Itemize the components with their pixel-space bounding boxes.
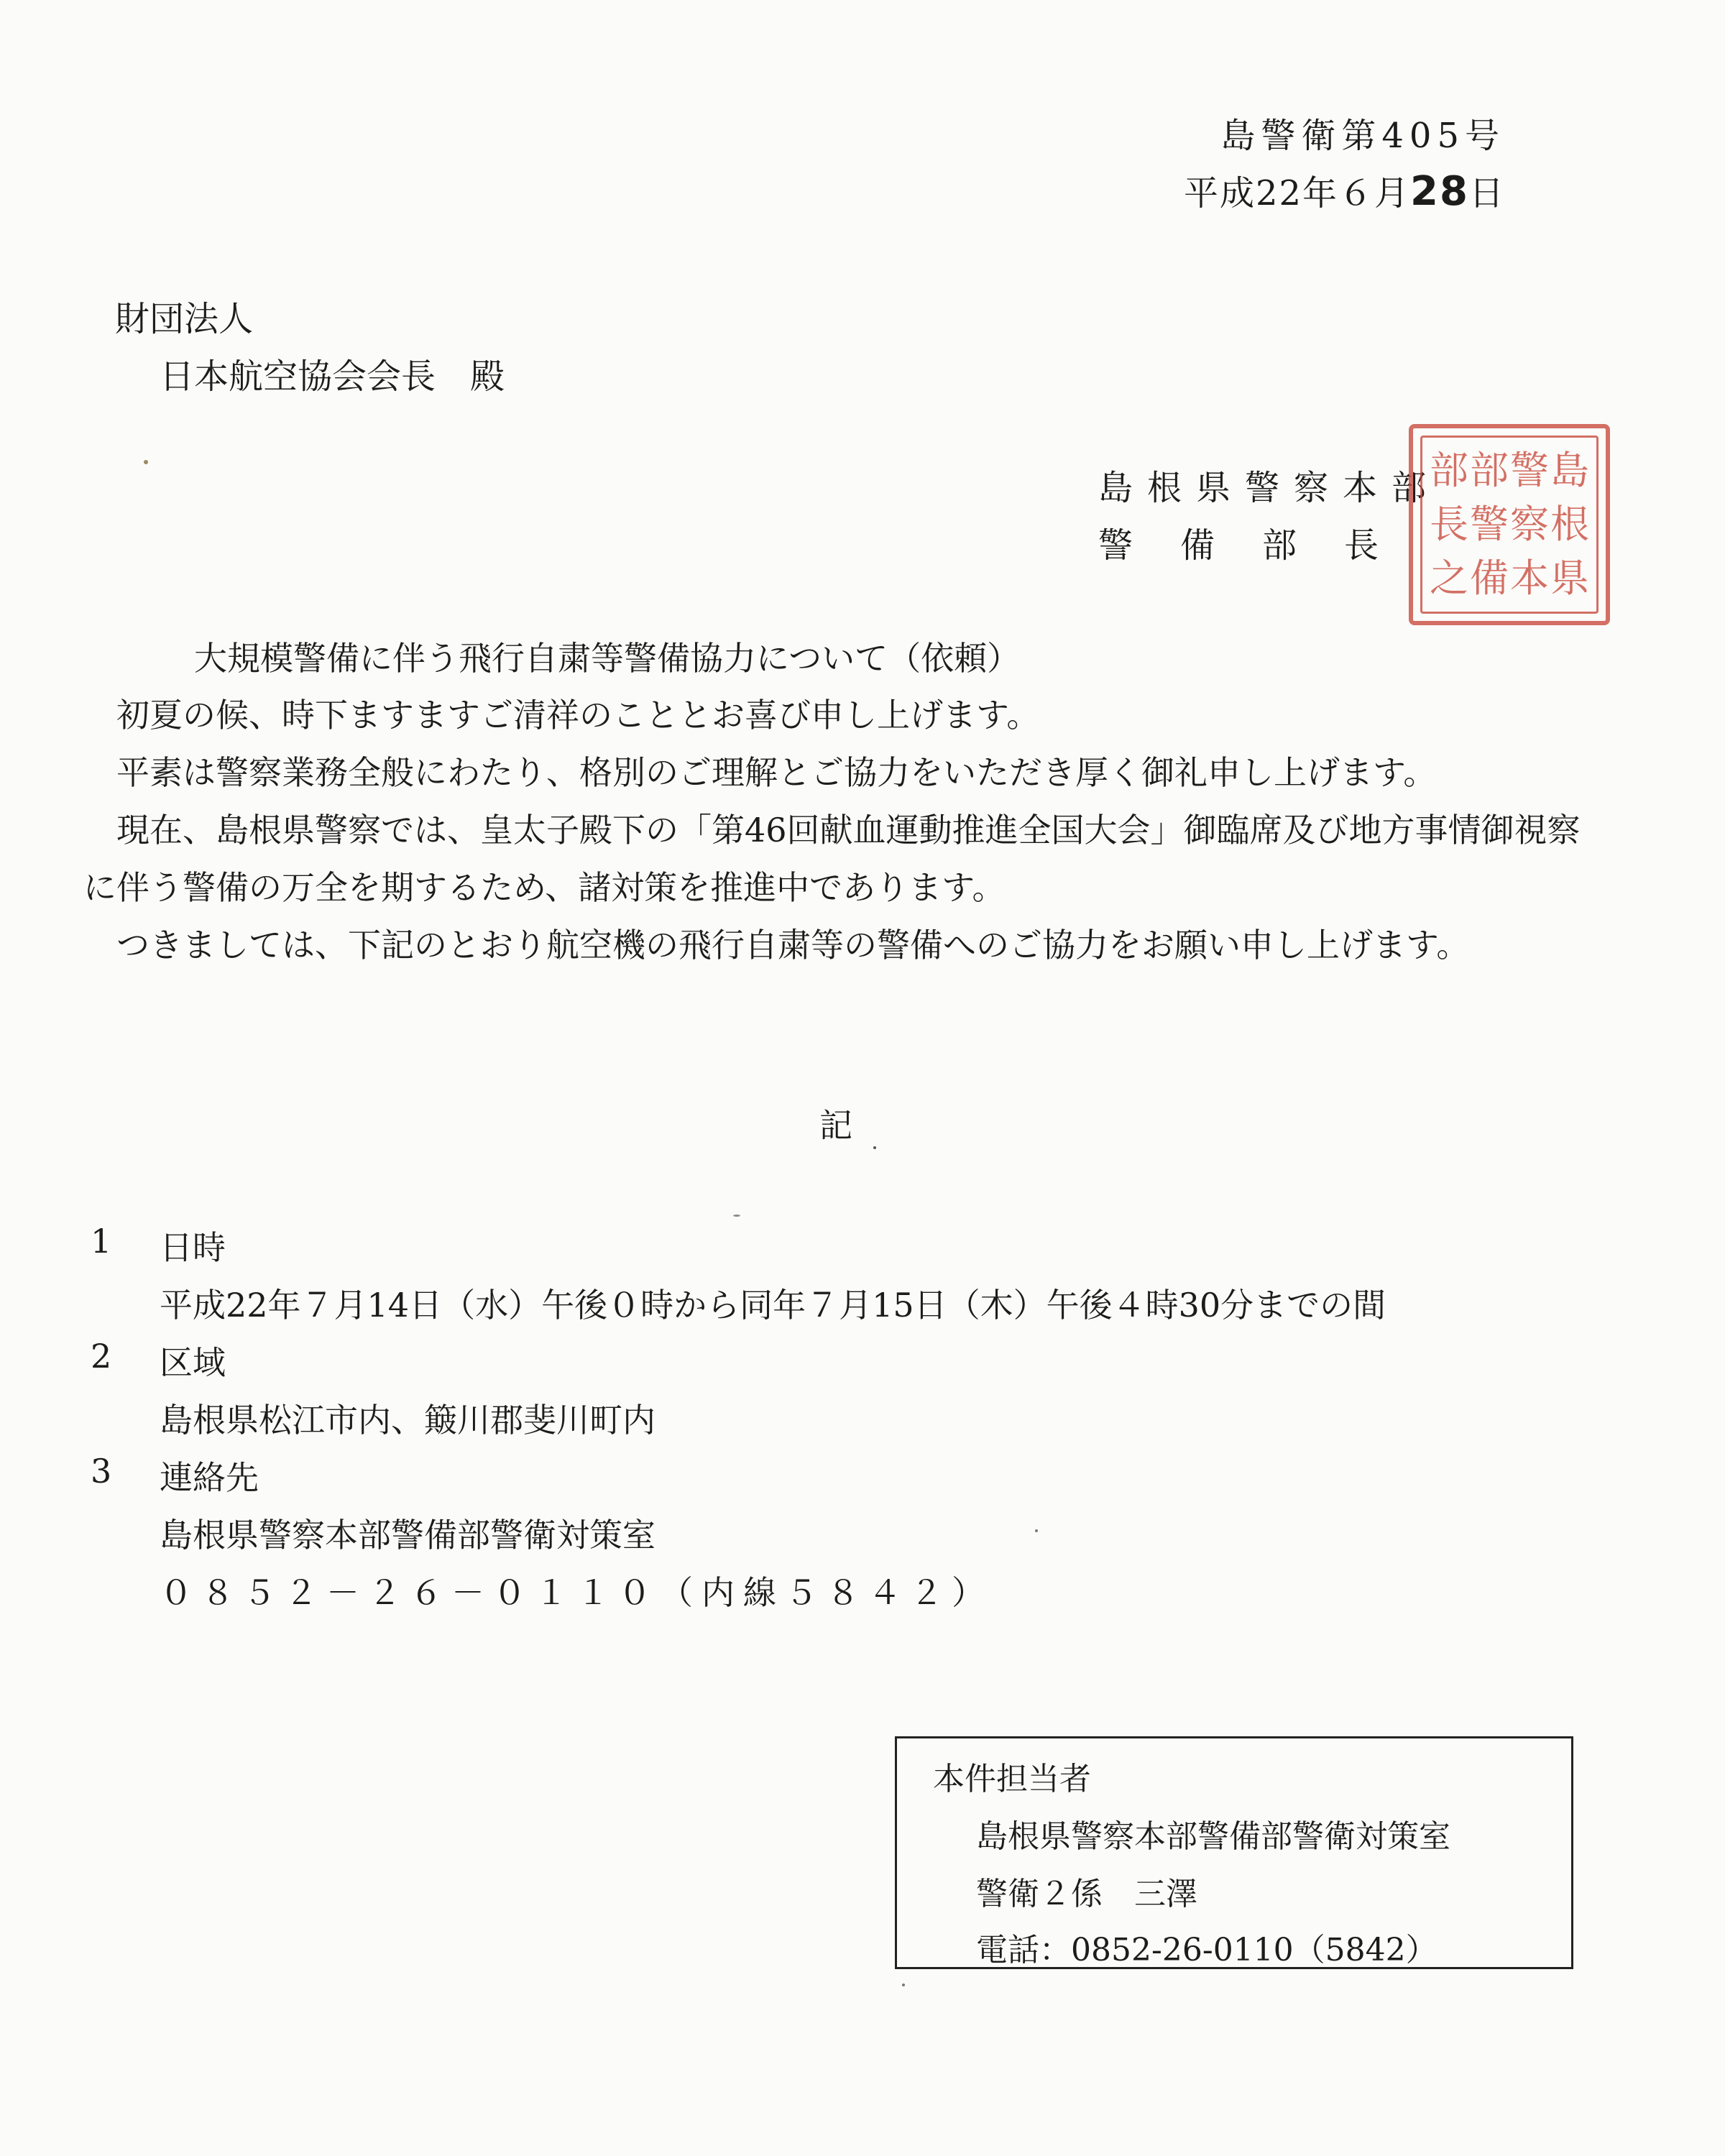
- seal-glyph: 警: [1510, 448, 1549, 494]
- item-label-datetime: 日時: [160, 1228, 226, 1267]
- paper-speck: [902, 1984, 905, 1986]
- date-suffix: 日: [1468, 173, 1505, 213]
- seal-glyph: 部: [1430, 448, 1468, 494]
- item-label-contact: 連絡先: [160, 1458, 259, 1497]
- item-number: 2: [91, 1337, 112, 1376]
- seal-glyph: 本: [1510, 555, 1549, 601]
- contact-box-heading: 本件担当者: [933, 1761, 1091, 1797]
- body-paragraph: 現在、島根県警察では、皇太子殿下の「第46回献血運動推進全国大会」御臨席及び地方事情御視察に伴う警備の万全を期するため、諸対策を推進中であります。: [83, 811, 1581, 907]
- body-paragraph: つきましては、下記のとおり航空機の飛行自粛等の警備へのご協力をお願い申し上げます。: [116, 926, 1470, 964]
- date-prefix: 平成22年６月: [1183, 173, 1411, 213]
- contact-box-person: 警衛２係 三澤: [976, 1876, 1197, 1912]
- seal-glyph: 備: [1470, 555, 1509, 601]
- sender-title: 警備部長: [1098, 525, 1427, 566]
- item-value-contact-office: 島根県警察本部警備部警衛対策室: [160, 1516, 656, 1554]
- item-value-contact-phone: ０８５２－２６－０１１０（内線５８４２）: [160, 1573, 993, 1612]
- seal-glyph: 警: [1470, 501, 1509, 547]
- seal-glyph: 長: [1430, 501, 1468, 547]
- paper-speck: [873, 1146, 876, 1149]
- body-paragraph: 初夏の候、時下ますますご清祥のこととお喜び申し上げます。: [116, 696, 1040, 734]
- document-number: 島警衛第405号: [1220, 116, 1505, 156]
- paper-speck: [1035, 1529, 1038, 1532]
- body-paragraph: 平素は警察業務全般にわたり、格別のご理解とご協力をいただき厚く御礼申し上げます。: [116, 753, 1437, 792]
- contact-box-phone: 電話：0852-26-0110（5842）: [976, 1932, 1438, 1968]
- seal-glyph: 部: [1470, 448, 1509, 494]
- official-seal: [1409, 424, 1610, 625]
- paper-speck: [144, 460, 148, 464]
- seal-glyph: 県: [1550, 555, 1589, 601]
- item-value-area: 島根県松江市内、簸川郡斐川町内: [160, 1401, 656, 1439]
- sender-department: 島根県警察本部: [1098, 468, 1441, 508]
- addressee-name: 日本航空協会会長 殿: [160, 356, 505, 397]
- addressee-organization: 財団法人: [115, 299, 254, 339]
- seal-glyph: 察: [1510, 501, 1549, 547]
- ki-heading: 記: [819, 1106, 852, 1145]
- date-day: 28: [1410, 168, 1469, 215]
- seal-characters: [1429, 444, 1590, 605]
- subject-line: 大規模警備に伴う飛行自粛等警備協力について（依頼）: [194, 639, 1021, 678]
- contact-box-office: 島根県警察本部警備部警衛対策室: [976, 1818, 1450, 1855]
- seal-glyph: 之: [1430, 555, 1468, 601]
- seal-glyph: 根: [1550, 501, 1589, 547]
- contact-box: [895, 1736, 1573, 1969]
- item-number: 1: [91, 1222, 112, 1261]
- item-number: 3: [91, 1452, 112, 1491]
- document-date: [1184, 165, 1505, 215]
- paper-speck: [733, 1215, 740, 1217]
- seal-glyph: 島: [1550, 448, 1589, 494]
- item-label-area: 区域: [160, 1343, 226, 1382]
- item-value-datetime: 平成22年７月14日（水）午後０時から同年７月15日（木）午後４時30分までの間: [160, 1286, 1386, 1325]
